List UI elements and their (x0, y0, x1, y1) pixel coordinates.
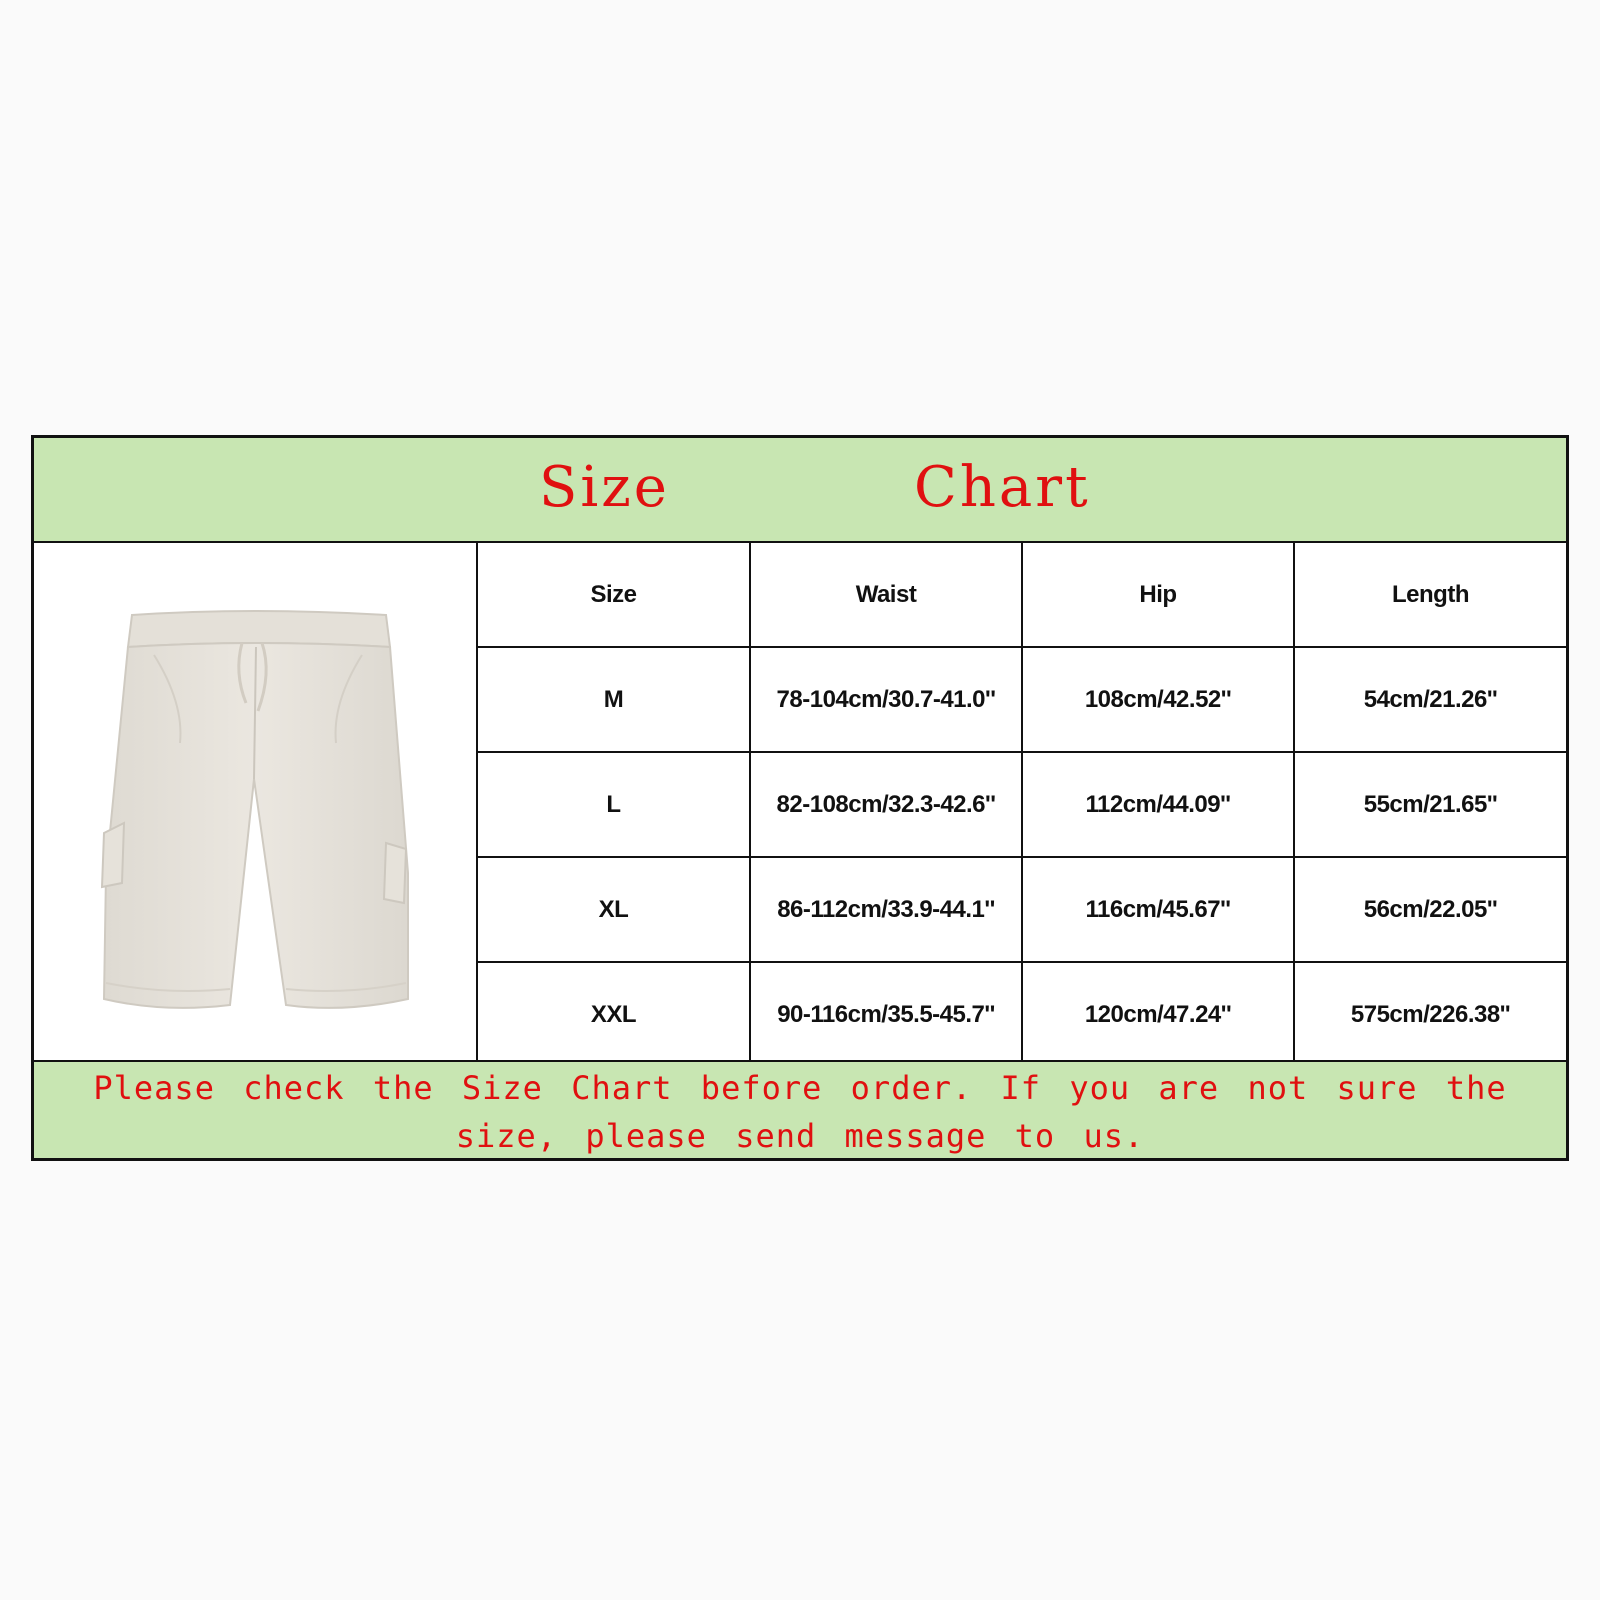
header-hip: Hip (1022, 543, 1294, 647)
cell-hip: 116cm/45.67'' (1022, 857, 1294, 962)
cell-size: M (478, 647, 750, 752)
shorts-icon (34, 543, 478, 1060)
title-word-chart: Chart (914, 455, 1091, 520)
table-row (478, 647, 1566, 752)
header-size: Size (478, 543, 750, 647)
cell-waist: 86-112cm/33.9-44.1'' (750, 857, 1022, 962)
table-header-row (478, 543, 1566, 647)
title-word-size: Size (539, 455, 670, 520)
cell-size: XL (478, 857, 750, 962)
notice-line-1: Please check the Size Chart before order. If you are not sure the (93, 1069, 1507, 1107)
size-chart-sheet (31, 435, 1569, 1161)
cell-length: 54cm/21.26'' (1294, 647, 1566, 752)
cell-hip: 120cm/47.24'' (1022, 962, 1294, 1066)
cell-hip: 108cm/42.52'' (1022, 647, 1294, 752)
cell-waist: 90-116cm/35.5-45.7'' (750, 962, 1022, 1066)
cell-waist: 78-104cm/30.7-41.0'' (750, 647, 1022, 752)
cell-length: 55cm/21.65'' (1294, 752, 1566, 857)
table-row (478, 857, 1566, 962)
cell-hip: 112cm/44.09'' (1022, 752, 1294, 857)
product-photo-cell (34, 543, 478, 1060)
table-row (478, 752, 1566, 857)
cell-length: 56cm/22.05'' (1294, 857, 1566, 962)
cell-size: L (478, 752, 750, 857)
notice-line-2: size, please send message to us. (455, 1117, 1145, 1155)
cell-waist: 82-108cm/32.3-42.6'' (750, 752, 1022, 857)
title-band (34, 438, 1566, 543)
table-row (478, 962, 1566, 1066)
cell-length: 575cm/226.38'' (1294, 962, 1566, 1066)
header-waist: Waist (750, 543, 1022, 647)
notice-band (34, 1060, 1566, 1158)
cell-size: XXL (478, 962, 750, 1066)
size-table (478, 543, 1566, 1066)
header-length: Length (1294, 543, 1566, 647)
